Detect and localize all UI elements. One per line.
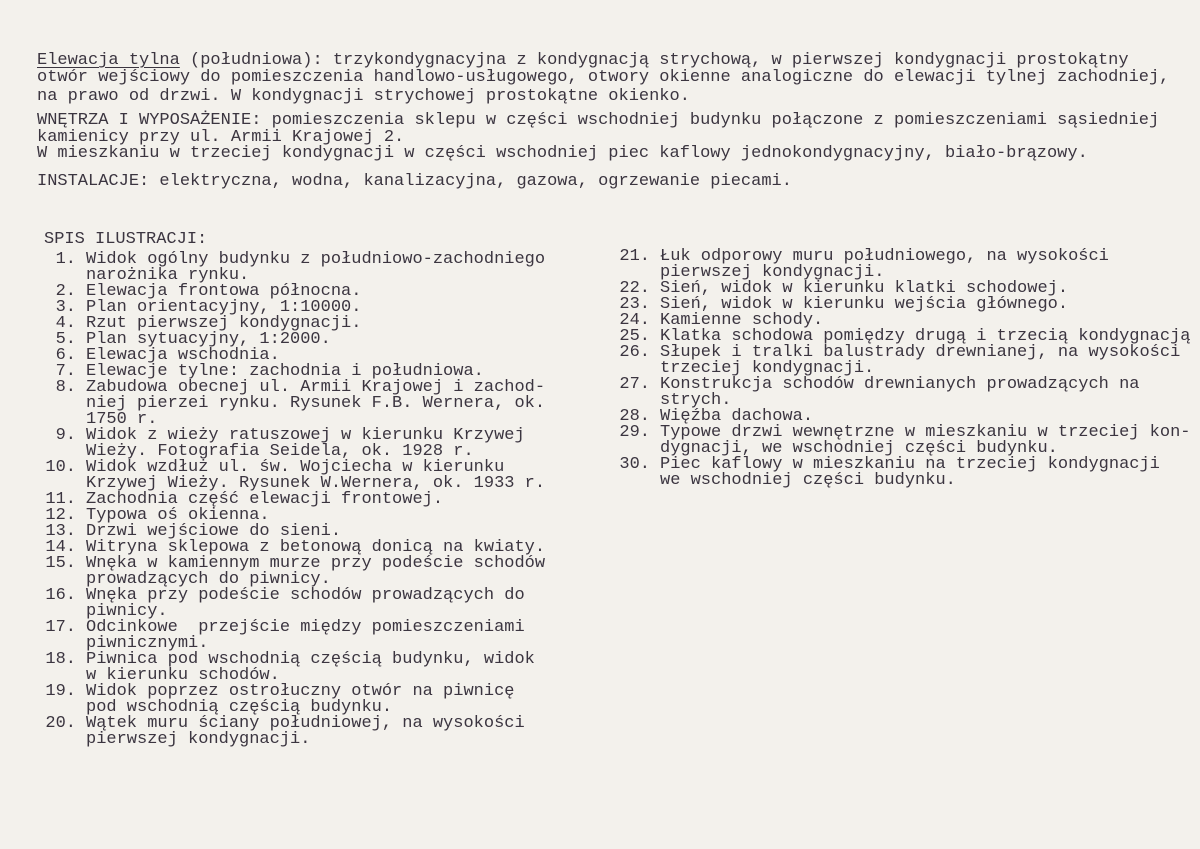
item-line: pod wschodnią częścią budynku. bbox=[86, 698, 393, 717]
item-line: Widok z wieży ratuszowej w kierunku Krzywej bbox=[86, 426, 525, 445]
item-number: 29. bbox=[619, 423, 650, 442]
list-item bbox=[40, 556, 545, 588]
item-line: Witryna sklepowa z betonową donicą na kwiaty. bbox=[86, 538, 546, 557]
item-number: 11. bbox=[45, 490, 76, 509]
item-text bbox=[76, 684, 514, 716]
elewacja-line: na prawo od drzwi. W kondygnacji strychowej prostokątne okienko. bbox=[37, 87, 690, 106]
elewacja-paragraph bbox=[37, 53, 1169, 106]
item-line: Plan sytuacyjny, 1:2000. bbox=[86, 330, 331, 349]
item-text bbox=[76, 716, 525, 748]
item-line: 1750 r. bbox=[86, 410, 158, 429]
item-number: 7. bbox=[55, 362, 76, 381]
wnetrza-line: kamienicy przy ul. Armii Krajowej 2. bbox=[37, 127, 405, 147]
item-number: 17. bbox=[45, 618, 76, 637]
item-text bbox=[650, 425, 1191, 457]
item-number: 1. bbox=[55, 250, 76, 269]
item-number: 3. bbox=[55, 298, 76, 317]
item-number: 23. bbox=[619, 295, 650, 314]
item-line: Kamienne schody. bbox=[660, 311, 824, 330]
text: (południowa): trzykondygnacyjna z kondygnacją strychową, w pierwszej kondygnacji prostokątny bbox=[179, 51, 1129, 70]
instalacje-line: INSTALACJE: elektryczna, wodna, kanalizacyjna, gazowa, ogrzewanie piecami. bbox=[37, 172, 792, 191]
item-text bbox=[650, 249, 1109, 281]
item-line: strych. bbox=[660, 391, 732, 410]
item-text bbox=[650, 345, 1180, 377]
wnetrza-line: W mieszkaniu w trzeciej kondygnacji w części wschodniej piec kaflowy jednokondygnacyjny, biało-brązowy. bbox=[37, 144, 1088, 163]
list-item bbox=[614, 425, 1191, 457]
item-line: dygnacji, we wschodniej części budynku. bbox=[660, 439, 1058, 458]
item-line: Typowa oś okienna. bbox=[86, 506, 270, 525]
illustration-list-right bbox=[614, 249, 1191, 489]
item-line: Elewacja wschodnia. bbox=[86, 346, 280, 365]
item-text bbox=[76, 428, 525, 460]
instalacje-paragraph bbox=[37, 174, 792, 191]
item-number: 12. bbox=[45, 506, 76, 525]
item-line: prowadzących do piwnicy. bbox=[86, 570, 331, 589]
list-item bbox=[40, 252, 545, 284]
list-item bbox=[40, 620, 545, 652]
item-line: pierwszej kondygnacji. bbox=[86, 730, 311, 749]
item-text bbox=[76, 460, 545, 492]
list-item bbox=[614, 457, 1191, 489]
item-number: 27. bbox=[619, 375, 650, 394]
item-line: Piwnica pod wschodnią częścią budynku, widok bbox=[86, 650, 535, 669]
list-item bbox=[40, 428, 545, 460]
item-line: Zabudowa obecnej ul. Armii Krajowej i zachod- bbox=[86, 378, 546, 397]
item-text bbox=[650, 377, 1139, 409]
list-item bbox=[614, 249, 1191, 281]
item-line: Więźba dachowa. bbox=[660, 407, 814, 426]
item-number: 2. bbox=[55, 282, 76, 301]
item-line: piwnicy. bbox=[86, 602, 168, 621]
item-line: Zachodnia część elewacji frontowej. bbox=[86, 490, 444, 509]
illustration-list-left bbox=[40, 252, 545, 748]
item-number: 26. bbox=[619, 343, 650, 362]
wnetrza-line: WNĘTRZA I WYPOSAŻENIE: pomieszczenia sklepu w części wschodniej budynku połączone z pomieszczeniami sąsiedniej bbox=[37, 111, 1160, 130]
wnetrza-paragraph bbox=[37, 113, 1159, 163]
list-item bbox=[614, 345, 1191, 377]
spis-ilustracji-heading bbox=[44, 232, 207, 249]
item-number: 5. bbox=[55, 330, 76, 349]
item-number: 18. bbox=[45, 650, 76, 669]
list-item bbox=[40, 460, 545, 492]
item-line: Plan orientacyjny, 1:10000. bbox=[86, 298, 362, 317]
item-number: 20. bbox=[45, 714, 76, 733]
item-number: 13. bbox=[45, 522, 76, 541]
item-text bbox=[76, 252, 545, 284]
item-number: 22. bbox=[619, 279, 650, 298]
item-text bbox=[76, 652, 535, 684]
item-line: Wnęka w kamiennym murze przy podeście schodów bbox=[86, 554, 546, 573]
heading-text: SPIS ILUSTRACJI: bbox=[44, 230, 208, 249]
item-line: Konstrukcja schodów drewnianych prowadzących na bbox=[660, 375, 1140, 394]
item-line: piwnicznymi. bbox=[86, 634, 209, 653]
item-line: Wieży. Fotografia Seidela, ok. 1928 r. bbox=[86, 442, 474, 461]
item-number: 19. bbox=[45, 682, 76, 701]
item-text bbox=[76, 588, 525, 620]
item-number: 21. bbox=[619, 247, 650, 266]
elewacja-line: otwór wejściowy do pomieszczenia handlowo-usługowego, otwory okienne analogiczne do elewacji tylnej zachodniej, bbox=[37, 67, 1170, 87]
item-line: Wątek muru ściany południowej, na wysokości bbox=[86, 714, 525, 733]
item-number: 9. bbox=[55, 426, 76, 445]
item-line: Odcinkowe przejście między pomieszczeniami bbox=[86, 618, 525, 637]
item-number: 16. bbox=[45, 586, 76, 605]
item-number: 24. bbox=[619, 311, 650, 330]
item-number: 25. bbox=[619, 327, 650, 346]
item-line: Słupek i tralki balustrady drewnianej, na wysokości bbox=[660, 343, 1181, 362]
item-line: Krzywej Wieży. Rysunek W.Wernera, ok. 1933 r. bbox=[86, 474, 546, 493]
item-line: we wschodniej części budynku. bbox=[660, 471, 956, 490]
item-text bbox=[76, 380, 545, 428]
item-line: Sień, widok w kierunku klatki schodowej. bbox=[660, 279, 1069, 298]
item-number: 30. bbox=[619, 455, 650, 474]
item-number: 10. bbox=[45, 458, 76, 477]
item-line: Rzut pierwszej kondygnacji. bbox=[86, 314, 362, 333]
list-item bbox=[40, 716, 545, 748]
item-line: Widok poprzez ostrołuczny otwór na piwnicę bbox=[86, 682, 515, 701]
list-item bbox=[614, 377, 1191, 409]
item-line: Wnęka przy podeście schodów prowadzących do bbox=[86, 586, 525, 605]
item-number: 28. bbox=[619, 407, 650, 426]
item-line: pierwszej kondygnacji. bbox=[660, 263, 885, 282]
list-item bbox=[40, 380, 545, 428]
item-number: 15. bbox=[45, 554, 76, 573]
item-line: narożnika rynku. bbox=[86, 266, 250, 285]
item-line: trzeciej kondygnacji. bbox=[660, 359, 875, 378]
item-line: niej pierzei rynku. Rysunek F.B. Wernera, ok. bbox=[86, 394, 546, 413]
item-number: 4. bbox=[55, 314, 76, 333]
item-line: Piec kaflowy w mieszkaniu na trzeciej kondygnacji bbox=[660, 455, 1160, 474]
item-number: 6. bbox=[55, 346, 76, 365]
item-text bbox=[76, 620, 525, 652]
item-line: Widok ogólny budynku z południowo-zachodniego bbox=[86, 250, 546, 269]
item-line: Widok wzdłuż ul. św. Wojciecha w kierunku bbox=[86, 458, 505, 477]
item-line: Typowe drzwi wewnętrzne w mieszkaniu w trzeciej kon- bbox=[660, 423, 1191, 442]
item-line: Elewacja frontowa północna. bbox=[86, 282, 362, 301]
item-text bbox=[76, 556, 545, 588]
list-item bbox=[40, 652, 545, 684]
item-line: Elewacje tylne: zachodnia i południowa. bbox=[86, 362, 484, 381]
item-line: w kierunku schodów. bbox=[86, 666, 280, 685]
item-line: Łuk odporowy muru południowego, na wysokości bbox=[660, 247, 1109, 266]
item-line: Klatka schodowa pomiędzy drugą i trzecią kondygnacją bbox=[660, 327, 1191, 346]
item-number: 14. bbox=[45, 538, 76, 557]
item-line: Drzwi wejściowe do sieni. bbox=[86, 522, 342, 541]
item-number: 8. bbox=[55, 378, 76, 397]
item-line: Sień, widok w kierunku wejścia głównego. bbox=[660, 295, 1069, 314]
list-item bbox=[40, 588, 545, 620]
list-item bbox=[40, 684, 545, 716]
elewacja-heading: Elewacja tylna bbox=[37, 51, 180, 70]
item-text bbox=[650, 457, 1160, 489]
